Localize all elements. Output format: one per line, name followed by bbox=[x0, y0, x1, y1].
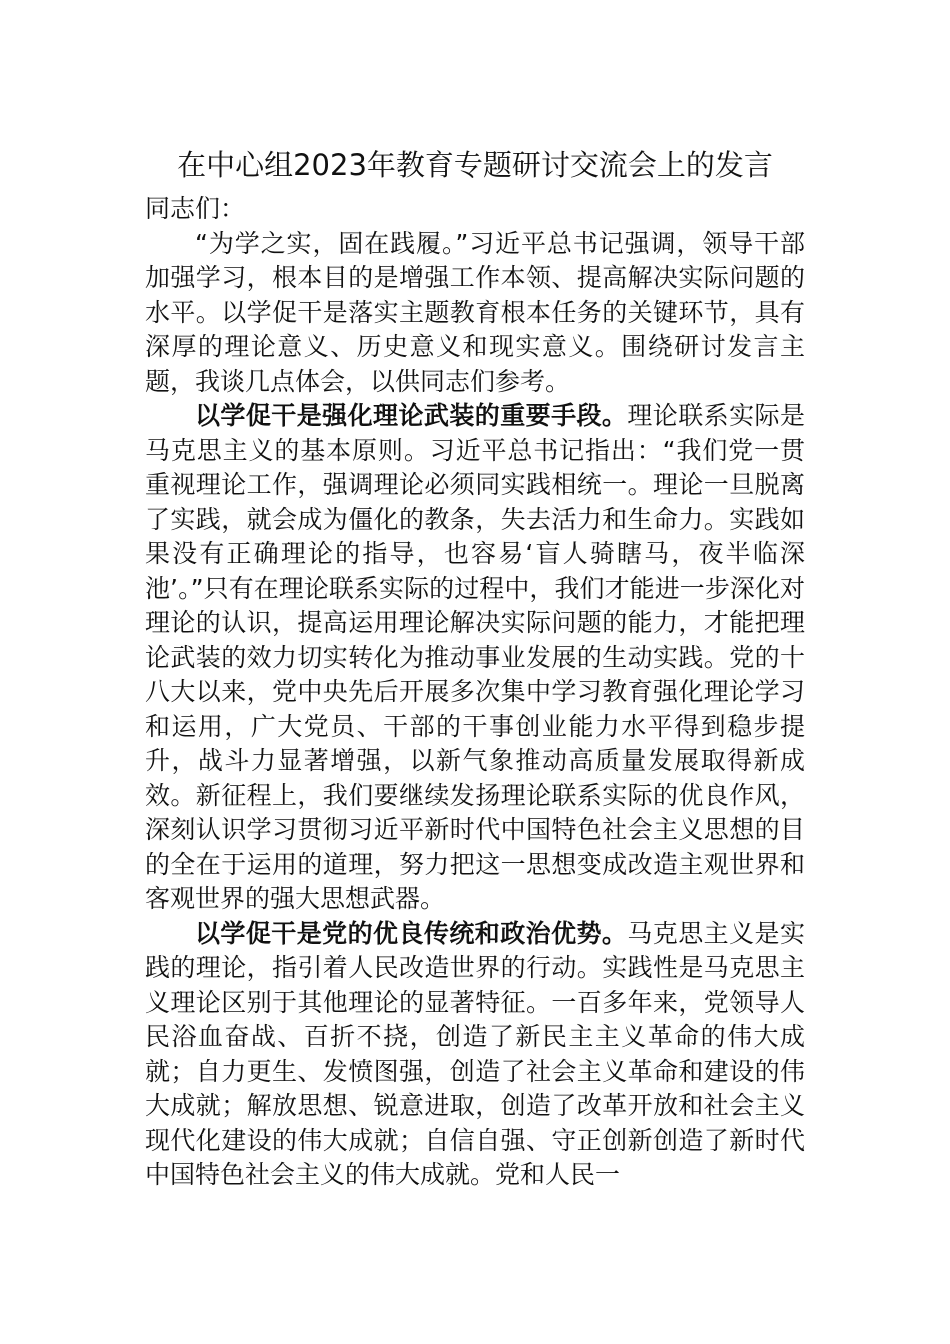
paragraph-theory bbox=[145, 399, 805, 917]
paragraph-text: 理论联系实际是马克思主义的基本原则。习近平总书记指出：“我们党一贯重视理论工作，强调理论必须同实践相统一。理论一旦脱离了实践，就会成为僵化的教条，失去活力和生命力。实践如果没有正确理论的指导，也容易‘盲人骑瞎马，夜半临深池’。”只有在理论联系实际的过程中，我们才能进一步深化对理论的认识，提高运用理论解决实际问题的能力，才能把理论武装的效力切实转化为推动事业发展的生动实践。党的十八大以来，党中央先后开展多次集中学习教育强化理论学习和运用，广大党员、干部的干事创业能力水平得到稳步提升，战斗力显著增强，以新气象推动高质量发展取得新成效。新征程上，我们要继续发扬理论联系实际的优良作风，深刻认识学习贯彻习近平新时代中国特色社会主义思想的目的全在于运用的道理，努力把这一思想变成改造主观世界和客观世界的强大思想武器。 bbox=[145, 401, 805, 913]
paragraph-tradition bbox=[145, 917, 805, 1193]
paragraph-lead: 以学促干是强化理论武装的重要手段。 bbox=[195, 401, 628, 430]
salutation: 同志们： bbox=[145, 194, 246, 223]
paragraph-text: 马克思主义是实践的理论，指引着人民改造世界的行动。实践性是马克思主义理论区别于其他理论的显著特征。一百多年来，党领导人民浴血奋战、百折不挠，创造了新民主主义革命的伟大成就；自力更生、发愤图强，创造了社会主义革命和建设的伟大成就；解放思想、锐意进取，创造了改革开放和社会主义现代化建设的伟大成就；自信自强、守正创新创造了新时代中国特色社会主义的伟大成就。党和人民一 bbox=[145, 918, 805, 1189]
document-page bbox=[145, 140, 805, 1193]
document-title: 在中心组2023年教育专题研讨交流会上的发言 bbox=[177, 148, 773, 182]
paragraph-lead: 以学促干是党的优良传统和政治优势。 bbox=[195, 918, 628, 948]
paragraph-intro bbox=[145, 227, 805, 400]
paragraph-text: “为学之实，固在践履。”习近平总书记强调，领导干部加强学习，根本目的是增强工作本领、提高解决实际问题的水平。以学促干是落实主题教育根本任务的关键环节，具有深厚的理论意义、历史意义和现实意义。围绕研讨发言主题，我谈几点体会，以供同志们参考。 bbox=[145, 228, 805, 396]
